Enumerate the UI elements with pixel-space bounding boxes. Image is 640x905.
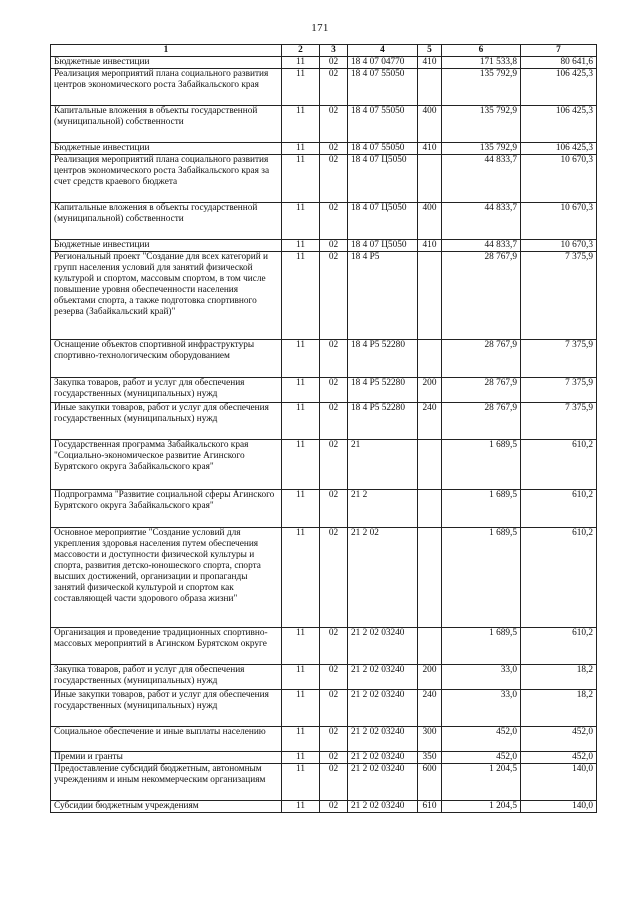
table-row bbox=[51, 155, 597, 203]
row-amount-2-cell: 610,2 bbox=[521, 490, 597, 528]
row-amount-2-cell: 452,0 bbox=[521, 752, 597, 764]
row-amount-2-cell: 610,2 bbox=[521, 628, 597, 665]
row-subsection-cell: 02 bbox=[320, 801, 348, 813]
row-target-article-cell: 21 2 bbox=[348, 490, 418, 528]
row-target-article-cell: 21 2 02 bbox=[348, 528, 418, 628]
table-body bbox=[51, 57, 597, 813]
row-amount-1-cell: 1 689,5 bbox=[442, 628, 521, 665]
table-row bbox=[51, 665, 597, 690]
row-amount-1-cell: 33,0 bbox=[442, 665, 521, 690]
row-expense-type-cell bbox=[418, 440, 442, 490]
table-row bbox=[51, 143, 597, 155]
table-row bbox=[51, 628, 597, 665]
row-section-cell: 11 bbox=[282, 490, 320, 528]
row-amount-1-cell: 452,0 bbox=[442, 752, 521, 764]
row-section-cell: 11 bbox=[282, 240, 320, 252]
row-target-article-cell: 18 4 P5 52280 bbox=[348, 378, 418, 403]
row-expense-type-cell bbox=[418, 69, 442, 106]
row-target-article-cell: 18 4 P5 bbox=[348, 252, 418, 340]
table-row bbox=[51, 727, 597, 752]
row-section-cell: 11 bbox=[282, 203, 320, 240]
row-section-cell: 11 bbox=[282, 106, 320, 143]
row-amount-2-cell: 7 375,9 bbox=[521, 340, 597, 378]
row-subsection-cell: 02 bbox=[320, 440, 348, 490]
column-header-target-article: 4 bbox=[348, 45, 418, 57]
row-amount-2-cell: 18,2 bbox=[521, 665, 597, 690]
row-target-article-cell: 18 4 07 Ц5050 bbox=[348, 203, 418, 240]
row-expense-type-cell: 410 bbox=[418, 143, 442, 155]
table-row bbox=[51, 690, 597, 727]
row-expense-type-cell: 410 bbox=[418, 57, 442, 69]
row-target-article-cell: 21 bbox=[348, 440, 418, 490]
row-name-cell: Капитальные вложения в объекты государственной (муниципальной) собственности bbox=[51, 203, 282, 240]
row-section-cell: 11 bbox=[282, 378, 320, 403]
row-name-cell: Бюджетные инвестиции bbox=[51, 57, 282, 69]
row-name-cell: Закупка товаров, работ и услуг для обеспечения государственных (муниципальных) нужд bbox=[51, 665, 282, 690]
row-section-cell: 11 bbox=[282, 801, 320, 813]
row-amount-1-cell: 28 767,9 bbox=[442, 378, 521, 403]
row-amount-2-cell: 10 670,3 bbox=[521, 203, 597, 240]
row-amount-1-cell: 28 767,9 bbox=[442, 340, 521, 378]
row-target-article-cell: 21 2 02 03240 bbox=[348, 665, 418, 690]
column-header-expense-type: 5 bbox=[418, 45, 442, 57]
row-section-cell: 11 bbox=[282, 340, 320, 378]
row-section-cell: 11 bbox=[282, 155, 320, 203]
row-name-cell: Закупка товаров, работ и услуг для обеспечения государственных (муниципальных) нужд bbox=[51, 378, 282, 403]
row-amount-1-cell: 28 767,9 bbox=[442, 403, 521, 440]
row-section-cell: 11 bbox=[282, 690, 320, 727]
row-target-article-cell: 18 4 07 55050 bbox=[348, 106, 418, 143]
row-target-article-cell: 18 4 07 55050 bbox=[348, 69, 418, 106]
row-subsection-cell: 02 bbox=[320, 106, 348, 143]
row-name-cell: Капитальные вложения в объекты государственной (муниципальной) собственности bbox=[51, 106, 282, 143]
row-subsection-cell: 02 bbox=[320, 203, 348, 240]
row-subsection-cell: 02 bbox=[320, 143, 348, 155]
row-subsection-cell: 02 bbox=[320, 727, 348, 752]
row-subsection-cell: 02 bbox=[320, 340, 348, 378]
row-section-cell: 11 bbox=[282, 628, 320, 665]
table-row bbox=[51, 403, 597, 440]
row-expense-type-cell bbox=[418, 340, 442, 378]
row-amount-1-cell: 452,0 bbox=[442, 727, 521, 752]
row-section-cell: 11 bbox=[282, 752, 320, 764]
column-header-name: 1 bbox=[51, 45, 282, 57]
table-row bbox=[51, 764, 597, 801]
row-expense-type-cell: 300 bbox=[418, 727, 442, 752]
row-expense-type-cell: 200 bbox=[418, 378, 442, 403]
row-amount-1-cell: 1 204,5 bbox=[442, 764, 521, 801]
row-name-cell: Оснащение объектов спортивной инфраструктуры спортивно-технологическим оборудованием bbox=[51, 340, 282, 378]
table-row bbox=[51, 57, 597, 69]
row-subsection-cell: 02 bbox=[320, 57, 348, 69]
row-target-article-cell: 18 4 07 Ц5050 bbox=[348, 240, 418, 252]
row-section-cell: 11 bbox=[282, 403, 320, 440]
row-expense-type-cell bbox=[418, 252, 442, 340]
row-amount-2-cell: 106 425,3 bbox=[521, 69, 597, 106]
row-name-cell: Организация и проведение традиционных спортивно-массовых мероприятий в Агинском Бурятском округе bbox=[51, 628, 282, 665]
row-amount-2-cell: 610,2 bbox=[521, 528, 597, 628]
row-subsection-cell: 02 bbox=[320, 252, 348, 340]
row-amount-2-cell: 10 670,3 bbox=[521, 240, 597, 252]
row-amount-1-cell: 171 533,8 bbox=[442, 57, 521, 69]
column-header-section: 2 bbox=[282, 45, 320, 57]
table-row bbox=[51, 203, 597, 240]
row-target-article-cell: 18 4 07 Ц5050 bbox=[348, 155, 418, 203]
row-amount-1-cell: 44 833,7 bbox=[442, 240, 521, 252]
table-row bbox=[51, 752, 597, 764]
row-section-cell: 11 bbox=[282, 57, 320, 69]
row-amount-2-cell: 18,2 bbox=[521, 690, 597, 727]
row-subsection-cell: 02 bbox=[320, 764, 348, 801]
row-amount-1-cell: 44 833,7 bbox=[442, 155, 521, 203]
row-subsection-cell: 02 bbox=[320, 628, 348, 665]
row-expense-type-cell: 400 bbox=[418, 106, 442, 143]
row-amount-1-cell: 135 792,9 bbox=[442, 143, 521, 155]
table-row bbox=[51, 440, 597, 490]
row-expense-type-cell: 240 bbox=[418, 403, 442, 440]
row-amount-1-cell: 28 767,9 bbox=[442, 252, 521, 340]
row-subsection-cell: 02 bbox=[320, 752, 348, 764]
row-subsection-cell: 02 bbox=[320, 528, 348, 628]
row-amount-1-cell: 44 833,7 bbox=[442, 203, 521, 240]
row-expense-type-cell: 410 bbox=[418, 240, 442, 252]
column-header-amount-1: 6 bbox=[442, 45, 521, 57]
row-expense-type-cell: 200 bbox=[418, 665, 442, 690]
row-name-cell: Подпрограмма "Развитие социальной сферы Агинского Бурятского округа Забайкальского края" bbox=[51, 490, 282, 528]
page-number: 171 bbox=[311, 22, 329, 34]
row-subsection-cell: 02 bbox=[320, 690, 348, 727]
row-amount-2-cell: 106 425,3 bbox=[521, 143, 597, 155]
row-name-cell: Иные закупки товаров, работ и услуг для обеспечения государственных (муниципальных) нужд bbox=[51, 690, 282, 727]
row-amount-2-cell: 80 641,6 bbox=[521, 57, 597, 69]
row-target-article-cell: 18 4 07 55050 bbox=[348, 143, 418, 155]
row-amount-2-cell: 7 375,9 bbox=[521, 378, 597, 403]
row-subsection-cell: 02 bbox=[320, 155, 348, 203]
column-header-amount-2: 7 bbox=[521, 45, 597, 57]
row-name-cell: Государственная программа Забайкальского края "Социально-экономическое развитие Агинского Бурятского округа Забайкальского края" bbox=[51, 440, 282, 490]
row-amount-2-cell: 610,2 bbox=[521, 440, 597, 490]
column-header-subsection: 3 bbox=[320, 45, 348, 57]
table-row bbox=[51, 378, 597, 403]
table-row bbox=[51, 528, 597, 628]
row-section-cell: 11 bbox=[282, 252, 320, 340]
row-section-cell: 11 bbox=[282, 764, 320, 801]
row-expense-type-cell: 610 bbox=[418, 801, 442, 813]
row-name-cell: Бюджетные инвестиции bbox=[51, 240, 282, 252]
row-target-article-cell: 21 2 02 03240 bbox=[348, 727, 418, 752]
row-target-article-cell: 21 2 02 03240 bbox=[348, 752, 418, 764]
row-section-cell: 11 bbox=[282, 143, 320, 155]
row-target-article-cell: 21 2 02 03240 bbox=[348, 801, 418, 813]
row-name-cell: Социальное обеспечение и иные выплаты населению bbox=[51, 727, 282, 752]
row-section-cell: 11 bbox=[282, 727, 320, 752]
row-name-cell: Бюджетные инвестиции bbox=[51, 143, 282, 155]
table-row bbox=[51, 490, 597, 528]
table-row bbox=[51, 340, 597, 378]
row-amount-2-cell: 140,0 bbox=[521, 764, 597, 801]
row-amount-1-cell: 1 689,5 bbox=[442, 528, 521, 628]
row-expense-type-cell bbox=[418, 490, 442, 528]
table-row bbox=[51, 252, 597, 340]
row-amount-2-cell: 7 375,9 bbox=[521, 403, 597, 440]
row-section-cell: 11 bbox=[282, 528, 320, 628]
row-target-article-cell: 21 2 02 03240 bbox=[348, 628, 418, 665]
table-row bbox=[51, 801, 597, 813]
row-amount-2-cell: 106 425,3 bbox=[521, 106, 597, 143]
row-target-article-cell: 21 2 02 03240 bbox=[348, 690, 418, 727]
row-subsection-cell: 02 bbox=[320, 403, 348, 440]
row-amount-2-cell: 452,0 bbox=[521, 727, 597, 752]
row-subsection-cell: 02 bbox=[320, 665, 348, 690]
row-expense-type-cell: 600 bbox=[418, 764, 442, 801]
row-target-article-cell: 18 4 07 04770 bbox=[348, 57, 418, 69]
row-expense-type-cell: 350 bbox=[418, 752, 442, 764]
row-section-cell: 11 bbox=[282, 69, 320, 106]
row-amount-1-cell: 33,0 bbox=[442, 690, 521, 727]
row-name-cell: Премии и гранты bbox=[51, 752, 282, 764]
row-amount-1-cell: 135 792,9 bbox=[442, 69, 521, 106]
row-amount-2-cell: 10 670,3 bbox=[521, 155, 597, 203]
row-expense-type-cell: 240 bbox=[418, 690, 442, 727]
row-subsection-cell: 02 bbox=[320, 378, 348, 403]
row-name-cell: Субсидии бюджетным учреждениям bbox=[51, 801, 282, 813]
row-expense-type-cell bbox=[418, 528, 442, 628]
row-section-cell: 11 bbox=[282, 665, 320, 690]
table-header-row bbox=[51, 45, 597, 57]
row-amount-1-cell: 1 689,5 bbox=[442, 490, 521, 528]
row-target-article-cell: 21 2 02 03240 bbox=[348, 764, 418, 801]
table-row bbox=[51, 106, 597, 143]
row-target-article-cell: 18 4 P5 52280 bbox=[348, 340, 418, 378]
row-subsection-cell: 02 bbox=[320, 490, 348, 528]
table-row bbox=[51, 69, 597, 106]
row-amount-1-cell: 135 792,9 bbox=[442, 106, 521, 143]
row-amount-1-cell: 1 689,5 bbox=[442, 440, 521, 490]
row-name-cell: Иные закупки товаров, работ и услуг для обеспечения государственных (муниципальных) нужд bbox=[51, 403, 282, 440]
row-name-cell: Реализация мероприятий плана социального развития центров экономического роста Забайкальского края bbox=[51, 69, 282, 106]
row-name-cell: Реализация мероприятий плана социального развития центров экономического роста Забайкальского края за счет средств краевого бюджета bbox=[51, 155, 282, 203]
row-expense-type-cell bbox=[418, 155, 442, 203]
row-subsection-cell: 02 bbox=[320, 240, 348, 252]
row-name-cell: Основное мероприятие "Создание условий для укрепления здоровья населения путем обеспечения массовости и доступности физической культуры и спорта, развития детско-юношеского спорта, спорта высших достижений, организации и пропаганды занятий физической культурой и спортом как составляющей части здорового образа жизни" bbox=[51, 528, 282, 628]
row-target-article-cell: 18 4 P5 52280 bbox=[348, 403, 418, 440]
budget-table bbox=[50, 44, 597, 813]
row-amount-2-cell: 7 375,9 bbox=[521, 252, 597, 340]
row-amount-2-cell: 140,0 bbox=[521, 801, 597, 813]
row-subsection-cell: 02 bbox=[320, 69, 348, 106]
row-expense-type-cell: 400 bbox=[418, 203, 442, 240]
row-section-cell: 11 bbox=[282, 440, 320, 490]
table-row bbox=[51, 240, 597, 252]
row-expense-type-cell bbox=[418, 628, 442, 665]
row-amount-1-cell: 1 204,5 bbox=[442, 801, 521, 813]
row-name-cell: Региональный проект "Создание для всех категорий и групп населения условий для занятий физической культурой и спортом, массовым спортом, в том числе повышение уровня обеспеченности населения объектами спорта, а также подготовка спортивного резерва (Забайкальский край)" bbox=[51, 252, 282, 340]
row-name-cell: Предоставление субсидий бюджетным, автономным учреждениям и иным некоммерческим организациям bbox=[51, 764, 282, 801]
